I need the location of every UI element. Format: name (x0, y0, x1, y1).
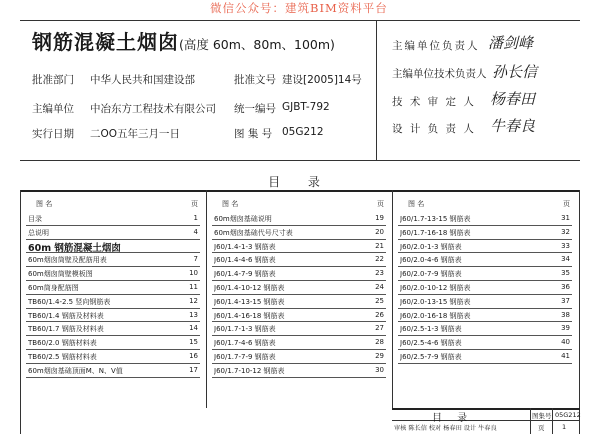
info-label-approver: 批准部门 (32, 74, 74, 86)
toc-item-title: TB60/2.5 钢筋材料表 (28, 352, 97, 361)
toc-item-page: 16 (189, 351, 198, 360)
toc-heading: 目 录 (268, 175, 332, 189)
toc-row (26, 364, 200, 378)
toc-col-header (398, 190, 572, 212)
toc-item-page: 35 (561, 269, 570, 278)
col-header-name: 图 名 (36, 200, 53, 208)
toc-column-3 (398, 190, 572, 364)
resp-label-2: 主编单位技术负责人 (392, 68, 487, 80)
toc-item-title: TB60/2.0 钢筋材料表 (28, 339, 97, 348)
toc-row-underline (212, 377, 386, 378)
toc-row (212, 253, 386, 267)
col-header-name: 图 名 (222, 200, 239, 208)
toc-item-title: J60/2.0-13-15 钢筋表 (400, 297, 471, 306)
toc-item-page: 34 (561, 255, 570, 264)
toc-col-header (212, 190, 386, 212)
toc-item-title: J60/1.7-7-9 钢筋表 (214, 352, 276, 361)
toc-row (212, 267, 386, 281)
signature-1: 潘剑峰 (488, 34, 534, 52)
info-value-date: 二OO五年三月一日 (90, 128, 181, 140)
toc-item-page: 24 (375, 282, 384, 291)
col-header-page: 页 (191, 200, 198, 208)
info-value-approver: 中华人民共和国建设部 (90, 74, 195, 86)
toc-item-title: J60/2.0-16-18 钢筋表 (400, 311, 471, 320)
signature-2: 孙长信 (492, 63, 538, 81)
toc-item-page: 13 (189, 310, 198, 319)
toc-item-page: 7 (193, 255, 198, 264)
toc-row (398, 295, 572, 309)
toc-item-title: J60/1.7-13-15 钢筋表 (400, 215, 471, 223)
toc-item-page: 19 (375, 214, 384, 222)
toc-item-page: 25 (375, 296, 384, 305)
toc-item-page: 38 (561, 310, 570, 319)
toc-row-underline (26, 377, 200, 378)
toc-item-page: 37 (561, 296, 570, 305)
toc-row (26, 267, 200, 281)
toc-item-page: 21 (375, 241, 384, 250)
toc-item-title: J60/1.4-1-3 钢筋表 (214, 242, 276, 251)
toc-item-title: J60/1.4-10-12 钢筋表 (214, 283, 285, 292)
info-label-date: 实行日期 (32, 128, 74, 140)
footer-sign-row: 审核 陈长信 校对 杨春田 设计 牛春良 (394, 425, 497, 432)
footer-cell-divider (552, 408, 553, 434)
footer-page-label: 页 (538, 424, 545, 432)
toc-item-page: 40 (561, 338, 570, 347)
toc-row (26, 253, 200, 267)
toc-item-page: 1 (193, 214, 198, 222)
toc-row (212, 226, 386, 240)
footer-page-no: 1 (562, 423, 567, 431)
col-header-name: 图 名 (408, 200, 425, 208)
toc-row (26, 226, 200, 240)
toc-row (398, 322, 572, 336)
info-label-atlas-no: 图 集 号 (234, 128, 273, 140)
info-value-atlas-no: 05G212 (282, 126, 324, 138)
toc-item-page: 22 (375, 255, 384, 264)
toc-col-header (26, 190, 200, 212)
info-value-approval-no: 建设[2005]14号 (282, 74, 362, 86)
toc-row (398, 267, 572, 281)
toc-item-page: 39 (561, 324, 570, 333)
toc-item-title: J60/2.0-4-6 钢筋表 (400, 256, 462, 265)
toc-row (398, 281, 572, 295)
col-header-page: 页 (377, 200, 384, 208)
toc-item-title: 60m烟囱基础说明 (214, 215, 272, 223)
info-label-editor: 主编单位 (32, 103, 74, 115)
toc-item-title: 目录 (28, 215, 42, 223)
toc-item-title: J60/2.0-1-3 钢筋表 (400, 242, 462, 251)
toc-item-title: 60m烟囱基础顶面M、N、V值 (28, 366, 123, 375)
toc-item-title: J60/1.4-16-18 钢筋表 (214, 311, 285, 320)
footer-title: 目 录 (432, 413, 474, 424)
info-value-editor: 中冶东方工程技术有限公司 (90, 103, 216, 115)
header-bottom-line (20, 160, 580, 161)
title-main: 钢筋混凝土烟囱 (32, 30, 179, 54)
toc-item-page: 26 (375, 310, 384, 319)
toc-row (212, 336, 386, 350)
toc-item-title: 60m烟囱基础代号尺寸表 (214, 228, 293, 237)
toc-item-page: 28 (375, 338, 384, 347)
toc-column-1 (26, 190, 200, 378)
resp-label-3: 技 术 审 定 人 (392, 96, 476, 108)
toc-col-divider-2 (392, 190, 393, 408)
toc-item-title: J60/1.7-4-6 钢筋表 (214, 339, 276, 348)
toc-item-page: 20 (375, 227, 384, 236)
info-label-approval-no: 批准文号 (234, 74, 276, 86)
toc-column-2 (212, 190, 386, 378)
toc-row (212, 295, 386, 309)
toc-row (212, 350, 386, 364)
toc-row (26, 322, 200, 336)
footer-cell-divider (530, 408, 531, 434)
toc-item-title: J60/1.7-16-18 钢筋表 (400, 228, 471, 237)
toc-right-border (579, 190, 580, 434)
title-sub: (高度 60m、80m、100m) (179, 37, 335, 52)
toc-item-title: TB60/1.4-2.5 竖向钢筋表 (28, 297, 111, 306)
toc-item-page: 27 (375, 324, 384, 333)
top-frame-line (20, 20, 580, 21)
toc-item-page: 36 (561, 282, 570, 291)
toc-item-title: TB60/1.7 钢筋及材料表 (28, 325, 104, 334)
resp-label-4: 设 计 负 责 人 (392, 123, 476, 135)
toc-row (398, 212, 572, 226)
toc-row (212, 240, 386, 254)
toc-row (212, 322, 386, 336)
toc-item-page: 33 (561, 241, 570, 250)
toc-row-underline (398, 363, 572, 364)
toc-item-title: J60/1.7-10-12 钢筋表 (214, 366, 285, 375)
toc-section-heading (26, 240, 200, 254)
toc-item-title: J60/2.0-7-9 钢筋表 (400, 270, 462, 279)
toc-item-page: 23 (375, 269, 384, 278)
page-title (32, 26, 335, 55)
toc-item-title: 60m 钢筋混凝土烟囱 (28, 242, 121, 254)
info-value-unified-no: GJBT-792 (282, 101, 330, 113)
toc-row (212, 281, 386, 295)
toc-row (398, 253, 572, 267)
toc-item-title: 总说明 (28, 228, 49, 237)
footer-atlas-label: 图集号 (532, 412, 552, 420)
signature-4: 牛春良 (490, 117, 536, 135)
toc-item-title: J60/1.7-1-3 钢筋表 (214, 325, 276, 334)
toc-item-title: TB60/1.4 钢筋及材料表 (28, 311, 104, 320)
toc-row (26, 212, 200, 226)
toc-row (212, 212, 386, 226)
footer-atlas-no: 05G212 (555, 411, 581, 419)
toc-row (212, 364, 386, 378)
info-label-unified-no: 统一编号 (234, 103, 276, 115)
toc-item-title: J60/1.4-13-15 钢筋表 (214, 297, 285, 306)
toc-item-page: 32 (561, 227, 570, 236)
toc-item-page: 12 (189, 296, 198, 305)
toc-item-title: 60m烟囱筒壁及配筋用表 (28, 256, 107, 265)
resp-label-1: 主编单位负责人 (392, 40, 480, 52)
signature-3: 杨春田 (490, 90, 536, 108)
toc-row (26, 309, 200, 323)
toc-item-page: 15 (189, 338, 198, 347)
toc-item-page: 10 (189, 269, 198, 278)
toc-row (26, 336, 200, 350)
toc-item-page: 29 (375, 351, 384, 360)
toc-item-title: J60/2.5-7-9 钢筋表 (400, 352, 462, 361)
toc-item-title: J60/2.5-4-6 钢筋表 (400, 339, 462, 348)
header-divider (376, 20, 377, 160)
toc-row (398, 350, 572, 364)
toc-row (26, 281, 200, 295)
toc-item-page: 31 (561, 214, 570, 222)
col-header-page: 页 (563, 200, 570, 208)
toc-item-page: 11 (189, 282, 198, 291)
toc-row (398, 240, 572, 254)
toc-item-title: J60/2.5-1-3 钢筋表 (400, 325, 462, 334)
toc-col-divider-1 (206, 190, 207, 408)
toc-row (212, 309, 386, 323)
toc-item-page: 17 (189, 365, 198, 374)
toc-row (398, 226, 572, 240)
watermark-text: 微信公众号：建筑BIM资料平台 (210, 1, 388, 15)
toc-item-title: J60/1.4-7-9 钢筋表 (214, 270, 276, 279)
toc-row (398, 336, 572, 350)
toc-item-title: J60/1.4-4-6 钢筋表 (214, 256, 276, 265)
toc-item-page: 14 (189, 324, 198, 333)
toc-row (398, 309, 572, 323)
toc-row (26, 295, 200, 309)
toc-item-page: 41 (561, 351, 570, 360)
toc-item-title: J60/2.0-10-12 钢筋表 (400, 283, 471, 292)
toc-item-page: 30 (375, 365, 384, 374)
toc-left-border (20, 190, 21, 434)
toc-item-page: 4 (193, 227, 198, 236)
toc-row (26, 350, 200, 364)
toc-item-title: 60m筒身配筋图 (28, 283, 79, 292)
toc-item-title: 60m烟囱筒壁模板图 (28, 270, 93, 279)
